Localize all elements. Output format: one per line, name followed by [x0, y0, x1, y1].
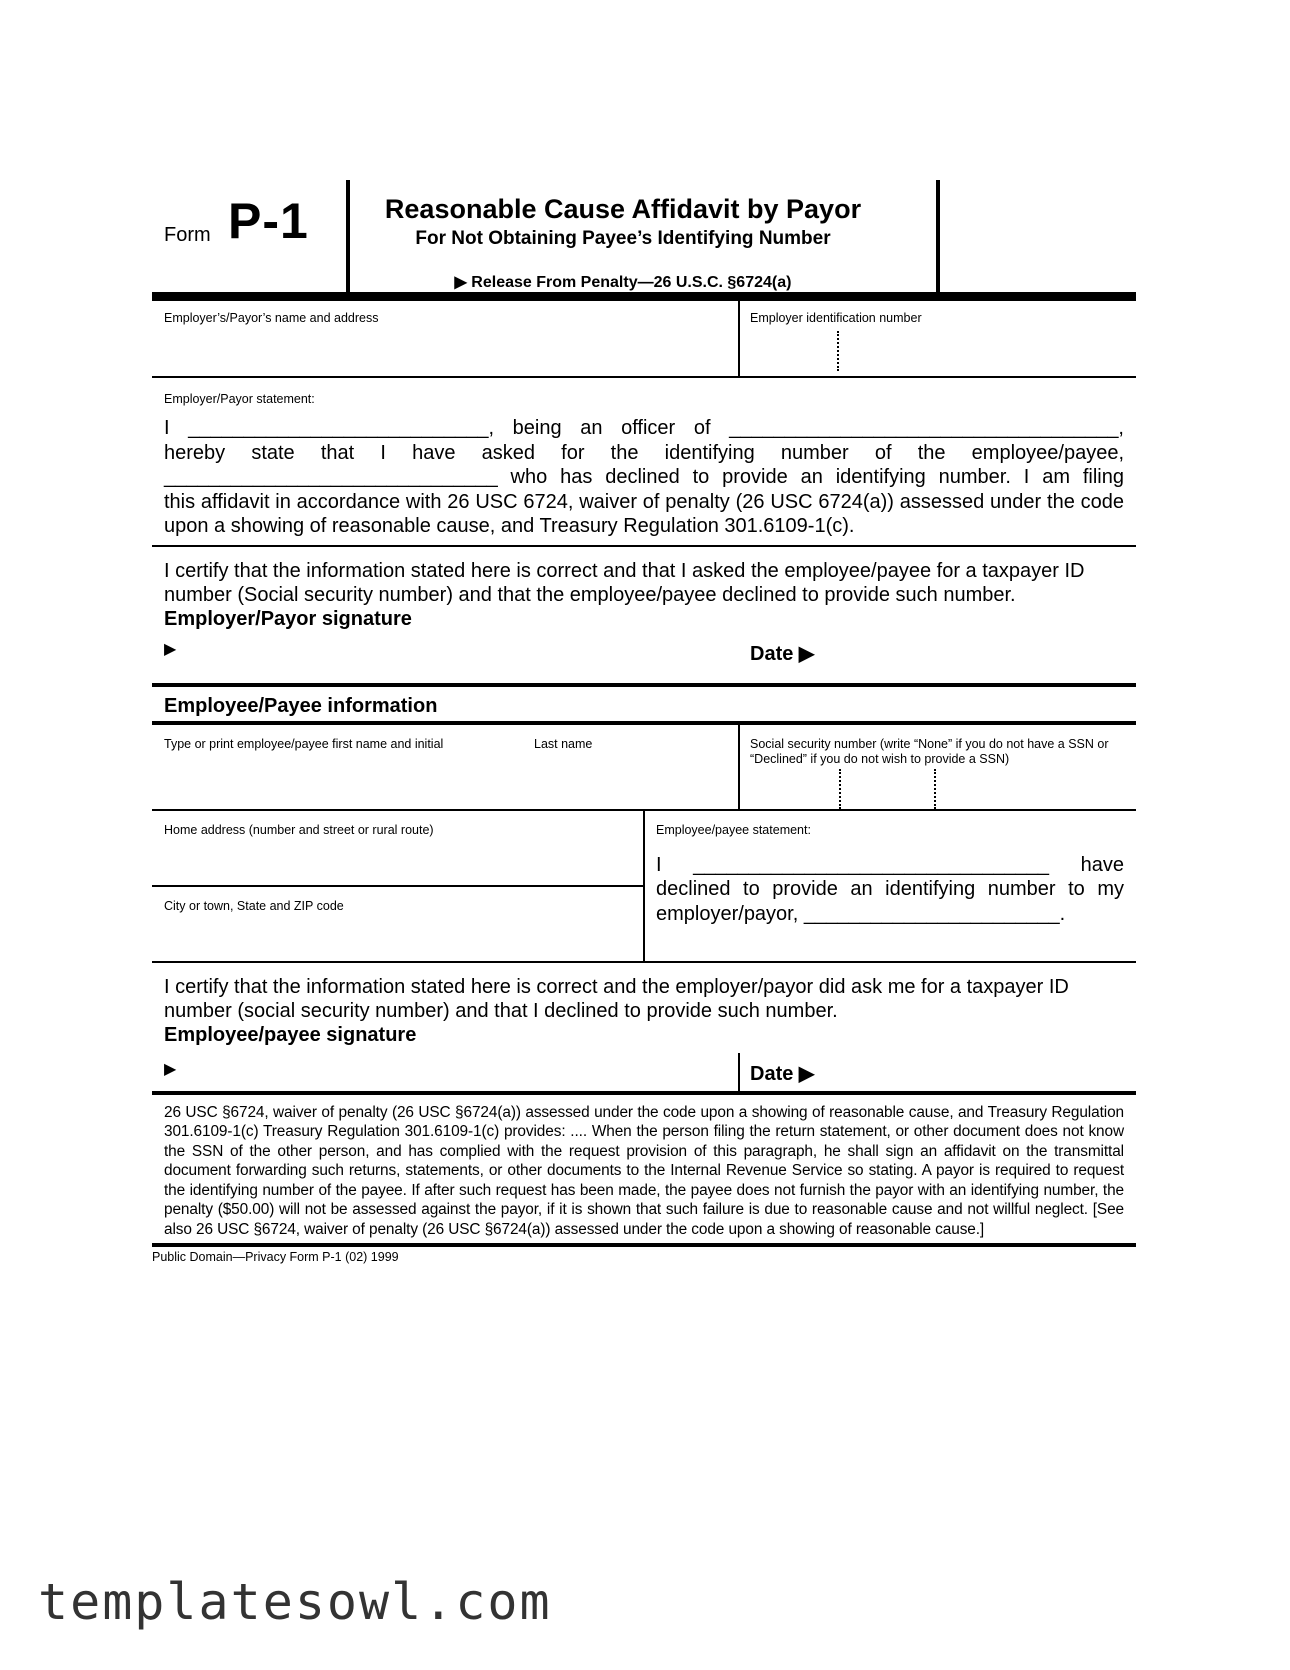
statement-line: hereby state that I have asked for the identifying number of the employee/payee, — [164, 441, 1124, 464]
ssn-separator-2 — [934, 769, 936, 809]
payee-section-header — [152, 687, 1136, 725]
employer-row — [152, 301, 1136, 378]
payee-signature-line[interactable] — [152, 1047, 1136, 1091]
payee-address-row — [152, 811, 1136, 963]
payee-name-field[interactable] — [152, 725, 738, 809]
legal-notice — [152, 1095, 1136, 1248]
employer-name-label: Employer’s/Payor’s name and address — [164, 311, 379, 325]
signature-arrow: ▶ — [164, 640, 177, 658]
payee-first-name-label: Type or print employee/payee first name and initial — [164, 736, 444, 751]
employer-certify-text: I certify that the information stated here is correct and that I asked the employee/payee for a taxpayer ID number (Social security number) and that the employee/payee declined to provide such number. — [164, 559, 1085, 606]
employer-date-label: Date ▶ — [750, 642, 815, 665]
payee-signature-label: Employee/payee signature — [164, 1023, 417, 1046]
payee-certify-text: I certify that the information stated here is correct and the employer/payor did ask me for a taxpayer ID number (social security number) and that I declined to provide such number. — [164, 975, 1069, 1022]
form-subtitle: For Not Obtaining Payee’s Identifying Number — [415, 228, 831, 249]
form-word: Form — [164, 224, 211, 246]
site-watermark: templatesowl.com — [38, 1573, 552, 1631]
home-address-field[interactable] — [152, 811, 643, 887]
employer-statement — [152, 378, 1136, 547]
signature-arrow: ▶ — [164, 1060, 177, 1078]
payee-last-name-label: Last name — [534, 736, 593, 751]
employer-certify — [152, 547, 1136, 687]
statement-line: ______________________________ who has declined to provide an identifying number. I am filing — [164, 466, 1124, 488]
legal-notice-text: 26 USC §6724, waiver of penalty (26 USC §6724(a)) assessed under the code upon a showing of reasonable cause, and Treasury Regulation 301.6109-1(c) Treasury Regulation 301.6109-1(c) provides: .... When the person filing the return statement, or other document does not know the SSN of the other person, and has complied with the request provision of this paragraph, he shall sign an affidavit on the transmittal document forwarding such returns, statements, or other documents to the Internal Revenue Service so stating. A payor is required to request the identifying number of the payee. If after such request has been made, the payee does not furnish the payor with an identifying number, the penalty ($50.00) will not be assessed against the payor, if it is shown that such failure is due to reasonable cause and not willful neglect. [See also 26 USC §6724, waiver of penalty (26 USC §6724(a)) assessed under the code upon a showing of reasonable cause.] — [164, 1103, 1124, 1238]
employer-name-field[interactable] — [152, 301, 738, 376]
employer-statement-text — [152, 406, 1136, 545]
payee-date-label: Date ▶ — [750, 1062, 815, 1085]
payee-statement-line: I ________________________________ have — [656, 853, 1124, 876]
public-domain-note: Public Domain—Privacy Form P-1 (02) 1999 — [152, 1250, 399, 1264]
ssn-field[interactable] — [740, 725, 1136, 809]
payee-statement-label: Employee/payee statement: — [656, 822, 811, 837]
ein-label: Employer identification number — [750, 311, 922, 325]
home-address-label: Home address (number and street or rural route) — [164, 822, 434, 837]
payee-name-row — [152, 725, 1136, 811]
ein-separator — [837, 331, 839, 371]
city-state-zip-label: City or town, State and ZIP code — [164, 898, 344, 913]
payee-certify — [152, 963, 1136, 1095]
payee-statement-line: employer/payor, _______________________. — [656, 902, 1066, 925]
address-row-divider — [643, 811, 645, 961]
form-header — [152, 180, 1136, 292]
header-rule — [152, 292, 1136, 301]
statement-line: this affidavit in accordance with 26 USC 6724, waiver of penalty (26 USC 6724(a)) assessed under the code — [164, 490, 1124, 513]
form-p1 — [152, 180, 1136, 1264]
form-title: Reasonable Cause Affidavit by Payor — [384, 194, 862, 224]
payee-statement-text — [656, 853, 1124, 927]
release-line: ▶ Release From Penalty—26 U.S.C. §6724(a) — [454, 274, 792, 291]
ssn-separator-1 — [839, 769, 841, 809]
ein-field[interactable] — [740, 301, 1136, 376]
employer-signature-label: Employer/Payor signature — [164, 607, 412, 630]
header-divider-right — [936, 180, 940, 292]
payee-statement-line: declined to provide an identifying number to my — [656, 878, 1124, 900]
form-number: P-1 — [228, 193, 309, 249]
employer-statement-label: Employer/Payor statement: — [164, 392, 315, 406]
payee-date-divider — [738, 1053, 740, 1091]
payee-section-title: Employee/Payee information — [164, 694, 438, 717]
statement-line: upon a showing of reasonable cause, and Treasury Regulation 301.6109-1(c). — [164, 515, 855, 537]
statement-line: I ___________________________, being an officer of ___________________________________, — [164, 417, 1124, 439]
city-state-zip-field[interactable] — [152, 887, 643, 961]
ssn-label: Social security number (write “None” if you do not have a SSN or “Declined” if you do not wish to provide a SSN) — [750, 736, 1109, 766]
employer-signature-line[interactable] — [152, 631, 1136, 683]
